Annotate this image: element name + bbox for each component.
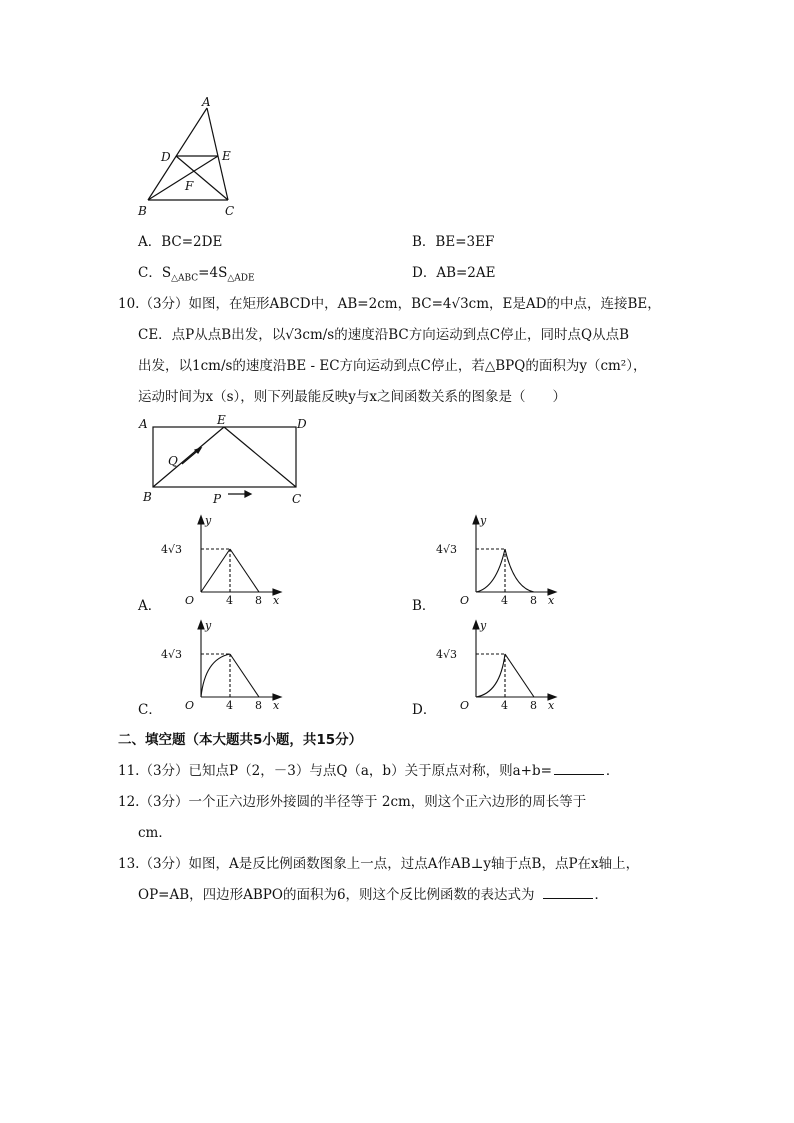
graph-a-option-label: A． xyxy=(138,598,162,614)
graph-a-ytick: 4√3 xyxy=(161,543,183,556)
q13-end: ． xyxy=(594,887,609,903)
graph-b-y-label: y xyxy=(480,514,487,527)
fig10-label-a: A xyxy=(139,417,148,431)
graph-d-y-label: y xyxy=(480,619,487,632)
q12-line-1: 12.（3分）一个正六边形外接圆的半径等于 2cm，则这个正六边形的周长等于 xyxy=(118,794,587,810)
graph-c-origin: O xyxy=(185,699,195,712)
graph-d-x-label: x xyxy=(548,699,555,712)
graph-d-xtick-8: 8 xyxy=(530,699,537,712)
graph-a-y-label: y xyxy=(205,514,212,527)
graph-c-y-label: y xyxy=(205,619,212,632)
figure-q9-triangle xyxy=(130,95,250,225)
fig10-label-b: B xyxy=(143,490,152,504)
graph-c-ytick: 4√3 xyxy=(161,648,183,661)
graph-option-b xyxy=(430,512,570,607)
q9-option-c-mid: =4S xyxy=(198,265,228,281)
figure-q10-rectangle xyxy=(135,412,315,510)
q10-line-4: 运动时间为x（s），则下列最能反映y与x之间函数关系的图象是（ ） xyxy=(138,389,567,405)
q12-line-2: cm． xyxy=(138,825,172,841)
q13-answer-blank[interactable] xyxy=(543,897,593,899)
graph-a-xtick-4: 4 xyxy=(226,594,233,607)
q9-option-c-sub2: △ADE xyxy=(227,273,255,284)
q9-option-c xyxy=(138,261,255,284)
q13-line-1: 13.（3分）如图，A是反比例函数图象上一点，过点A作AB⊥y轴于点B，点P在x轴上， xyxy=(118,856,640,872)
fig10-label-d: D xyxy=(297,417,307,431)
graph-a-xtick-8: 8 xyxy=(255,594,262,607)
graph-b-xtick-8: 8 xyxy=(530,594,537,607)
fig9-label-d: D xyxy=(161,150,171,164)
graph-b-option-label: B． xyxy=(412,598,436,614)
q11-end: ． xyxy=(605,763,620,779)
fig9-label-b: B xyxy=(138,204,147,218)
graph-d-ytick: 4√3 xyxy=(436,648,458,661)
graph-a-x-label: x xyxy=(273,594,280,607)
q11-answer-blank[interactable] xyxy=(554,773,604,775)
graph-c-x-label: x xyxy=(273,699,280,712)
q11-body: 11.（3分）已知点P（2，－3）与点Q（a，b）关于原点对称，则a+b= xyxy=(118,763,552,779)
graph-d-option-label: D． xyxy=(412,702,437,718)
fig9-label-e: E xyxy=(222,149,231,163)
fig9-label-f: F xyxy=(185,179,194,193)
graph-c-option-label: C． xyxy=(138,702,162,718)
graph-a-origin: O xyxy=(185,594,195,607)
graph-d-xtick-4: 4 xyxy=(501,699,508,712)
graph-option-c xyxy=(155,617,295,712)
graph-b-origin: O xyxy=(460,594,470,607)
section-2-heading: 二、填空题（本大题共5小题，共15分） xyxy=(118,732,363,748)
q11-text xyxy=(118,759,619,779)
fig9-label-c: C xyxy=(225,204,235,218)
q9-option-b: B．BE=3EF xyxy=(412,234,495,250)
fig10-label-q: Q xyxy=(168,454,178,468)
graph-b-ytick: 4√3 xyxy=(436,543,458,556)
q9-option-c-prefix: C．S xyxy=(138,265,172,281)
graph-option-a xyxy=(155,512,295,607)
graph-d-origin: O xyxy=(460,699,470,712)
q10-line-3: 出发，以1cm/s的速度沿BE - EC方向运动到点C停止，若△BPQ的面积为y（cm²）， xyxy=(138,358,647,374)
graph-b-x-label: x xyxy=(548,594,555,607)
fig10-label-c: C xyxy=(292,492,302,506)
graph-option-d xyxy=(430,617,570,712)
fig9-label-a: A xyxy=(202,95,211,109)
q9-option-d: D．AB=2AE xyxy=(412,265,496,281)
q10-line-2: CE．点P从点B出发，以√3cm/s的速度沿BC方向运动到点C停止，同时点Q从点B xyxy=(138,327,630,343)
q9-option-c-sub1: △ABC xyxy=(171,273,199,284)
q13-line-2 xyxy=(138,883,608,903)
graph-c-xtick-4: 4 xyxy=(226,699,233,712)
q10-line-1: 10.（3分）如图，在矩形ABCD中，AB=2cm，BC=4√3cm，E是AD的中点，连接BE， xyxy=(118,296,661,312)
graph-b-xtick-4: 4 xyxy=(501,594,508,607)
graph-c-xtick-8: 8 xyxy=(255,699,262,712)
q9-option-a: A．BC=2DE xyxy=(138,234,223,250)
fig10-label-p: P xyxy=(213,492,222,506)
fig10-label-e: E xyxy=(217,413,226,427)
q13-body: OP=AB，四边形ABPO的面积为6，则这个反比例函数的表达式为 xyxy=(138,887,535,903)
